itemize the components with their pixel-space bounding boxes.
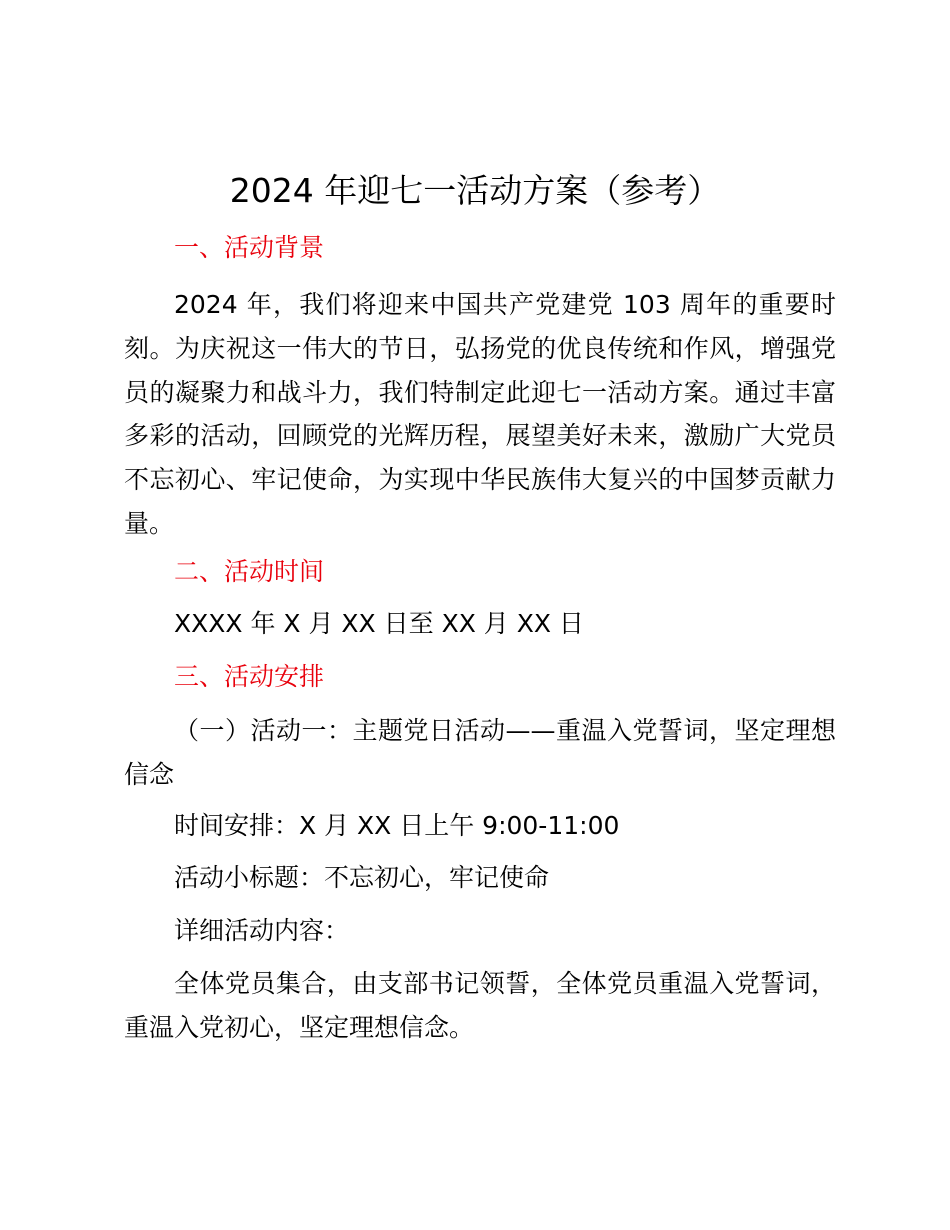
subtitle-line: 活动小标题：不忘初心，牢记使命 [174, 863, 550, 892]
activity1-title: （一）活动一：主题党日活动——重温入党誓词，坚定理想信念 [124, 716, 836, 789]
details-label: 详细活动内容： [174, 916, 350, 945]
section-heading-time: 二、活动时间 [174, 557, 325, 586]
section-heading-background: 一、活动背景 [174, 233, 325, 262]
background-paragraph: 2024 年，我们将迎来中国共产党建党 103 周年的重要时刻。为庆祝这一伟大的节日，弘扬党的优良传统和作风，增强党员的凝聚力和战斗力，我们特制定此迎七一活动方案。通过丰富多彩的活动，回顾党的光辉历程，展望美好未来，激励广大党员不忘初心、牢记使命，为实现中华民族伟大复兴的中国梦贡献力量。 [124, 290, 836, 538]
time-paragraph: XXXX 年 X 月 XX 日至 XX 月 XX 日 [174, 609, 584, 638]
section-heading-arrangement: 三、活动安排 [174, 662, 325, 691]
details-paragraph: 全体党员集合，由支部书记领誓，全体党员重温入党誓词，重温入党初心，坚定理想信念。 [124, 969, 836, 1042]
schedule-line: 时间安排：X 月 XX 日上午 9:00-11:00 [174, 811, 620, 840]
document-title: 2024 年迎七一活动方案（参考） [229, 171, 721, 210]
